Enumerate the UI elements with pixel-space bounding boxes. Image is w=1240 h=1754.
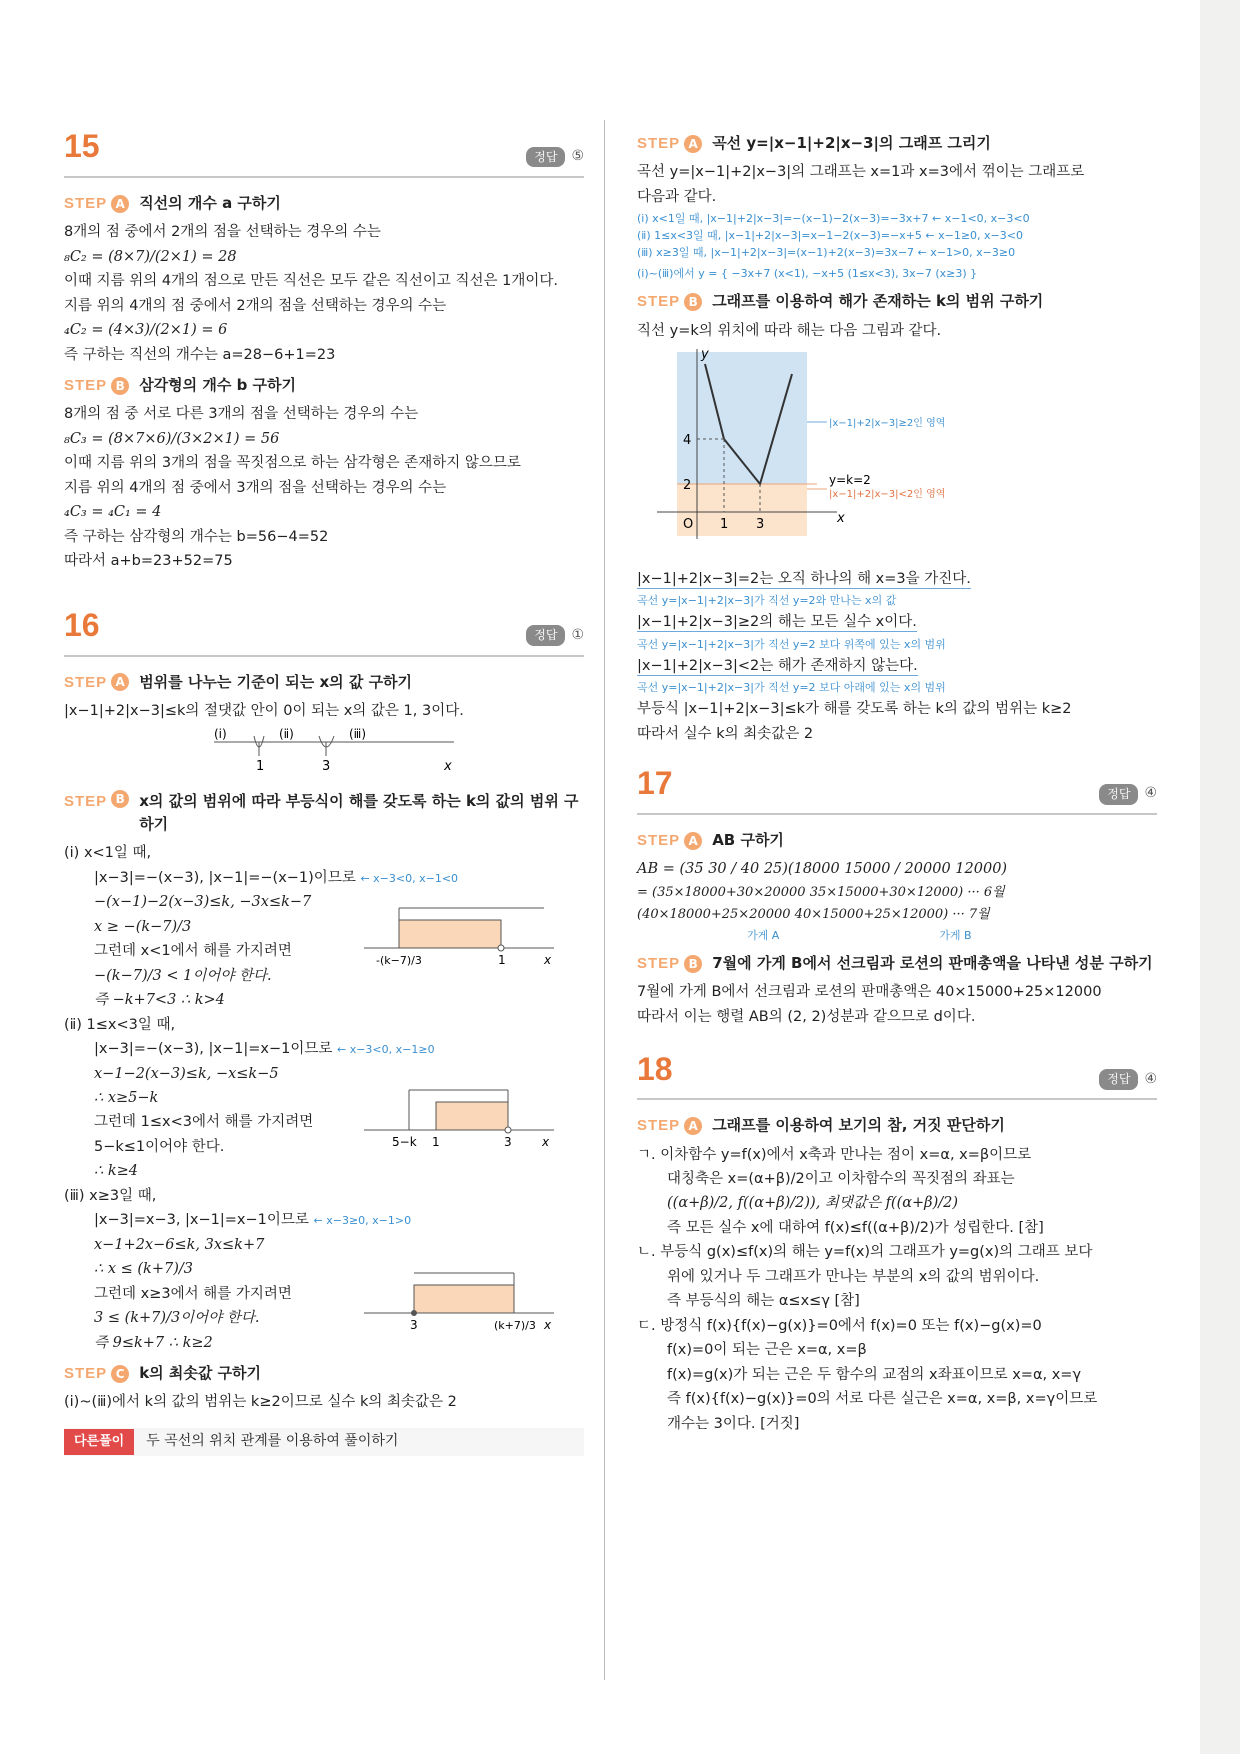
problem-15-header xyxy=(64,130,584,178)
answer xyxy=(526,625,584,647)
piecewise-summary: (ⅰ)~(ⅲ)에서 y = { −3x+7 (x<1), −x+5 (1≤x<3), 3x−7 (x≥3) } xyxy=(637,267,978,281)
step-b xyxy=(64,790,584,837)
answer-badge: 정답 xyxy=(1099,1069,1138,1090)
answer-badge: 정답 xyxy=(526,147,565,168)
formula: (40×18000+25×20000 40×15000+25×12000) ··· 7월 xyxy=(637,906,990,922)
tick-label: 2 xyxy=(683,478,692,494)
formula: = (35×18000+30×20000 35×15000+30×12000) ··· 6월 xyxy=(637,884,1005,900)
page-edge xyxy=(1200,0,1240,1754)
note: 곡선 y=|x−1|+2|x−3|가 직선 y=2 보다 위쪽에 있는 x의 범위 xyxy=(637,637,946,651)
text-line: 5−k≤1이어야 한다. xyxy=(94,1138,225,1155)
formula: ∴ k≥4 xyxy=(94,1163,138,1180)
text-line: 개수는 3이다. [거짓] xyxy=(667,1415,800,1432)
text-line: 즉 f(x){f(x)−g(x)}=0의 서로 다른 실근은 x=α, x=β, x=γ이므로 xyxy=(667,1391,1098,1408)
case3-diagram xyxy=(364,1267,574,1347)
text-line: ㄷ. 방정식 f(x){f(x)−g(x)}=0에서 f(x)=0 또는 f(x)−g(x)=0 xyxy=(637,1317,1042,1334)
alt-solution-tag: 다른풀이 xyxy=(64,1429,134,1455)
text-line: 지름 위의 4개의 점 중에서 3개의 점을 선택하는 경우의 수는 xyxy=(64,479,447,496)
answer xyxy=(1099,1069,1157,1091)
step-title: 직선의 개수 a 구하기 xyxy=(139,194,281,212)
range-number-line xyxy=(64,724,584,774)
formula: ₄C₂ = (4×3)/(2×1) = 6 xyxy=(64,322,228,339)
answer-value: ④ xyxy=(1144,1070,1157,1087)
step-title: k의 최솟값 구하기 xyxy=(139,1364,262,1383)
step-a xyxy=(637,829,1157,852)
formula: ₈C₃ = (8×7×6)/(3×2×1) = 56 xyxy=(64,430,280,447)
tick-label: 1 xyxy=(432,1134,440,1149)
text-line: 다음과 같다. xyxy=(637,188,717,205)
tick-label: 3 xyxy=(756,517,765,533)
case-heading: (ⅱ) 1≤x<3일 때, xyxy=(64,1016,176,1033)
text-line: 이때 지름 위의 3개의 점을 꼭짓점으로 하는 삼각형은 존재하지 않으므로 xyxy=(64,455,521,472)
text-line: 8개의 점 중에서 2개의 점을 선택하는 경우의 수는 xyxy=(64,224,381,241)
step-b xyxy=(637,290,1157,313)
step-letter: A xyxy=(684,1117,702,1135)
step-tag: STEP xyxy=(637,293,681,311)
formula: ((α+β)/2, f((α+β)/2)), 최댓값은 f((α+β)/2) xyxy=(667,1195,958,1212)
alternative-solution-bar xyxy=(64,1428,584,1456)
range-label-ii: (ⅱ) xyxy=(279,727,294,742)
origin-label: O xyxy=(683,517,694,533)
answer-badge: 정답 xyxy=(526,625,565,646)
left-column xyxy=(64,130,584,1456)
text-line: |x−1|+2|x−3|=2는 오직 하나의 해 x=3을 가진다. xyxy=(637,570,971,587)
range-label-i: (ⅰ) xyxy=(214,727,227,742)
text-line: 따라서 a+b=23+52=75 xyxy=(64,553,233,570)
step-a xyxy=(64,671,584,694)
tick-label: 5−k xyxy=(392,1134,417,1149)
text-line: 즉 모든 실수 x에 대하여 f(x)≤f((α+β)/2)가 성립한다. [참] xyxy=(667,1219,1044,1236)
case-heading: (ⅰ) x<1일 때, xyxy=(64,845,152,862)
tick-label: 1 xyxy=(256,759,265,775)
alt-solution-text: 두 곡선의 위치 관계를 이용하여 풀이하기 xyxy=(146,1433,399,1449)
step-tag: STEP xyxy=(637,1117,681,1135)
case2-diagram xyxy=(364,1084,574,1164)
text-line: 부등식 |x−1|+2|x−3|≤k가 해를 갖도록 하는 k의 값의 범위는 k≥2 xyxy=(637,701,1072,718)
text-line: |x−3|=−(x−3), |x−1|=x−1이므로 xyxy=(94,1041,333,1058)
text-line: |x−1|+2|x−3|<2는 해가 존재하지 않는다. xyxy=(637,657,918,674)
side-note: ← x−3≥0, x−1>0 xyxy=(313,1214,412,1228)
note: 곡선 y=|x−1|+2|x−3|가 직선 y=2 보다 아래에 있는 x의 범위 xyxy=(637,681,946,695)
case-note: (ⅱ) 1≤x<3일 때, |x−1|+2|x−3|=x−1−2(x−3)=−x+5 ← x−1≥0, x−3<0 xyxy=(637,229,1023,243)
problem-18-header xyxy=(637,1052,1157,1100)
text-line: 8개의 점 중 서로 다른 3개의 점을 선택하는 경우의 수는 xyxy=(64,406,419,423)
column-divider xyxy=(604,120,605,1680)
formula: 3 ≤ (k+7)/3이어야 한다. xyxy=(94,1310,260,1327)
formula: −(x−1)−2(x−3)≤k, −3x≤k−7 xyxy=(94,894,312,911)
tick-label: (k+7)/3 xyxy=(494,1318,536,1332)
step-title: AB 구하기 xyxy=(712,831,784,850)
region-top-label: |x−1|+2|x−3|≥2인 영역 xyxy=(829,418,946,430)
x-axis-label: x xyxy=(837,511,845,527)
formula: AB = (35 30 / 40 25)(18000 15000 / 20000 12000) xyxy=(637,861,1008,878)
answer-value: ⑤ xyxy=(571,148,584,165)
tick-label: 4 xyxy=(683,433,692,449)
problem-number: 17 xyxy=(637,765,673,802)
text-line: 대칭축은 x=(α+β)/2이고 이차함수의 꼭짓점의 좌표는 xyxy=(667,1171,1015,1187)
text-line: 위에 있거나 두 그래프가 만나는 부분의 x의 값의 범위이다. xyxy=(667,1268,1040,1285)
tick-label: 3 xyxy=(410,1317,418,1332)
problem-number: 15 xyxy=(64,128,100,165)
text-line: 즉 구하는 삼각형의 개수는 b=56−4=52 xyxy=(64,528,329,545)
axis-label: x xyxy=(542,1134,550,1149)
text-line: 따라서 이는 행렬 AB의 (2, 2)성분과 같으므로 d이다. xyxy=(637,1008,976,1025)
formula: 즉 −k+7<3 ∴ k>4 xyxy=(94,992,225,1009)
problem-number: 18 xyxy=(637,1050,673,1087)
axis-label: x xyxy=(544,953,552,968)
text-line xyxy=(637,568,1157,590)
problem-17-header xyxy=(637,767,1157,815)
step-tag: STEP xyxy=(64,195,108,212)
text-line: |x−3|=x−3, |x−1|=x−1이므로 xyxy=(94,1212,309,1229)
case-heading: (ⅲ) x≥3일 때, xyxy=(64,1187,157,1204)
y-axis-label: y xyxy=(701,347,709,363)
step-letter: A xyxy=(111,195,129,213)
text-line: |x−3|=−(x−3), |x−1|=−(x−1)이므로 xyxy=(94,869,356,886)
text-line: 즉 부등식의 해는 α≤x≤γ [참] xyxy=(667,1293,860,1310)
problem-number: 16 xyxy=(64,607,100,643)
formula: x−1+2x−6≤k, 3x≤k+7 xyxy=(94,1236,265,1253)
region-bottom-label: |x−1|+2|x−3|<2인 영역 xyxy=(829,489,946,501)
range-label-iii: (ⅲ) xyxy=(349,727,367,742)
formula: 즉 9≤k+7 ∴ k≥2 xyxy=(94,1334,213,1351)
text-line: 이때 지름 위의 4개의 점으로 만든 직선은 모두 같은 직선이고 직선은 1개이다. xyxy=(64,273,558,290)
store-labels xyxy=(637,927,1157,944)
step-letter: A xyxy=(684,135,702,153)
step-tag: STEP xyxy=(64,377,108,395)
axis-label: x xyxy=(444,759,452,775)
step-a xyxy=(637,1114,1157,1137)
answer xyxy=(526,146,584,168)
step-tag: STEP xyxy=(64,792,108,810)
right-column xyxy=(637,132,1157,1437)
text-line: f(x)=g(x)가 되는 근은 두 함수의 교점의 x좌표이므로 x=α, x=γ xyxy=(667,1366,1082,1383)
step-tag: STEP xyxy=(64,1365,108,1383)
side-note: ← x−3<0, x−1<0 xyxy=(360,871,459,885)
text-line xyxy=(64,867,584,889)
formula: ∴ x≥5−k xyxy=(94,1089,159,1106)
step-letter: B xyxy=(111,377,129,395)
case-note: (ⅰ) x<1일 때, |x−1|+2|x−3|=−(x−1)−2(x−3)=−3x+7 ← x−1<0, x−3<0 xyxy=(637,212,1030,226)
step-c xyxy=(64,1362,584,1385)
step-tag: STEP xyxy=(637,832,681,850)
step-a xyxy=(637,132,1157,155)
tick-label: 3 xyxy=(504,1134,512,1149)
text-line: ㄴ. 부등식 g(x)≤f(x)의 해는 y=f(x)의 그래프가 y=g(x)의 그래프 보다 xyxy=(637,1244,1093,1261)
store-a-label: 가게 A xyxy=(747,929,780,943)
step-title: x의 값의 범위에 따라 부등식이 해를 갖도록 하는 k의 값의 범위 구하기 xyxy=(139,791,579,834)
step-tag: STEP xyxy=(64,673,108,691)
step-letter: B xyxy=(684,293,702,311)
step-title: 그래프를 이용하여 해가 존재하는 k의 범위 구하기 xyxy=(712,292,1044,311)
line-label: y=k=2 xyxy=(829,473,871,488)
side-note: ← x−3<0, x−1≥0 xyxy=(336,1043,435,1057)
text-line: 7월에 가게 B에서 선크림과 로션의 판매총액은 40×15000+25×12000 xyxy=(637,984,1102,1001)
step-title: 삼각형의 개수 b 구하기 xyxy=(139,376,297,395)
tick-label: -(k−7)/3 xyxy=(376,954,422,968)
formula: ₄C₃ = ₄C₁ = 4 xyxy=(64,504,162,521)
store-b-label: 가게 B xyxy=(939,929,972,943)
formula: ∴ x ≤ (k+7)/3 xyxy=(94,1261,193,1278)
answer xyxy=(1099,783,1157,805)
formula: x−1−2(x−3)≤k, −x≤k−5 xyxy=(94,1065,279,1082)
step-title: 범위를 나누는 기준이 되는 x의 값 구하기 xyxy=(139,672,413,691)
note: 곡선 y=|x−1|+2|x−3|가 직선 y=2와 만나는 x의 값 xyxy=(637,594,897,608)
formula: x ≥ −(k−7)/3 xyxy=(94,918,192,935)
step-title: 그래프를 이용하여 보기의 참, 거짓 판단하기 xyxy=(712,1116,1005,1135)
step-title: 곡선 y=|x−1|+2|x−3|의 그래프 그리기 xyxy=(712,134,991,152)
step-letter: B xyxy=(111,790,129,808)
text-line: |x−1|+2|x−3|≤k의 절댓값 안이 0이 되는 x의 값은 1, 3이다. xyxy=(64,702,464,719)
text-line: |x−1|+2|x−3|≥2의 해는 모든 실수 x이다. xyxy=(637,614,917,631)
answer-value: ① xyxy=(571,626,584,643)
step-tag: STEP xyxy=(637,955,681,973)
text-line xyxy=(64,1209,584,1231)
step-title: 7월에 가게 B에서 선크림과 로션의 판매총액을 나타낸 성분 구하기 xyxy=(712,954,1153,973)
formula: −(k−7)/3 < 1이어야 한다. xyxy=(94,967,272,984)
text-line: 즉 구하는 직선의 개수는 a=28−6+1=23 xyxy=(64,346,336,363)
formula: ₈C₂ = (8×7)/(2×1) = 28 xyxy=(64,248,237,265)
text-line: 그런데 1≤x<3에서 해를 가지려면 xyxy=(94,1114,314,1131)
tick-label: 3 xyxy=(322,759,331,775)
axis-label: x xyxy=(544,1317,552,1332)
case1-diagram xyxy=(364,902,574,982)
step-b xyxy=(64,374,584,397)
text-line: 곡선 y=|x−1|+2|x−3|의 그래프는 x=1과 x=3에서 꺾이는 그래프로 xyxy=(637,164,1085,181)
tick-label: 1 xyxy=(720,517,729,533)
tick-label: 1 xyxy=(498,953,506,968)
step-tag: STEP xyxy=(637,135,681,152)
text-line: 그런데 x<1에서 해를 가지려면 xyxy=(94,943,292,960)
text-line xyxy=(64,1038,584,1060)
case-note: (ⅲ) x≥3일 때, |x−1|+2|x−3|=(x−1)+2(x−3)=3x−7 ← x−1>0, x−3≥0 xyxy=(637,246,1016,260)
text-line: 그런데 x≥3에서 해를 가지려면 xyxy=(94,1285,292,1302)
problem-16-header xyxy=(64,609,584,657)
text-line: (ⅰ)~(ⅲ)에서 k의 값의 범위는 k≥2이므로 실수 k의 최솟값은 2 xyxy=(64,1394,457,1411)
answer-badge: 정답 xyxy=(1099,784,1138,805)
answer-value: ④ xyxy=(1144,785,1157,802)
step-letter: A xyxy=(684,832,702,850)
text-line: f(x)=0이 되는 근은 x=α, x=β xyxy=(667,1342,867,1359)
text-line: 지름 위의 4개의 점 중에서 2개의 점을 선택하는 경우의 수는 xyxy=(64,297,447,314)
step-letter: B xyxy=(684,955,702,973)
text-line xyxy=(637,655,1157,677)
step-b xyxy=(637,952,1157,975)
step-a xyxy=(64,192,584,215)
text-line: 따라서 실수 k의 최솟값은 2 xyxy=(637,725,814,742)
text-line: 직선 y=k의 위치에 따라 해는 다음 그림과 같다. xyxy=(637,322,942,339)
step-letter: C xyxy=(111,1365,129,1383)
step-letter: A xyxy=(111,673,129,691)
absolute-value-graph xyxy=(637,344,1137,554)
text-line: ㄱ. 이차함수 y=f(x)에서 x축과 만나는 점이 x=α, x=β이므로 xyxy=(637,1146,1032,1163)
text-line xyxy=(637,611,1157,633)
